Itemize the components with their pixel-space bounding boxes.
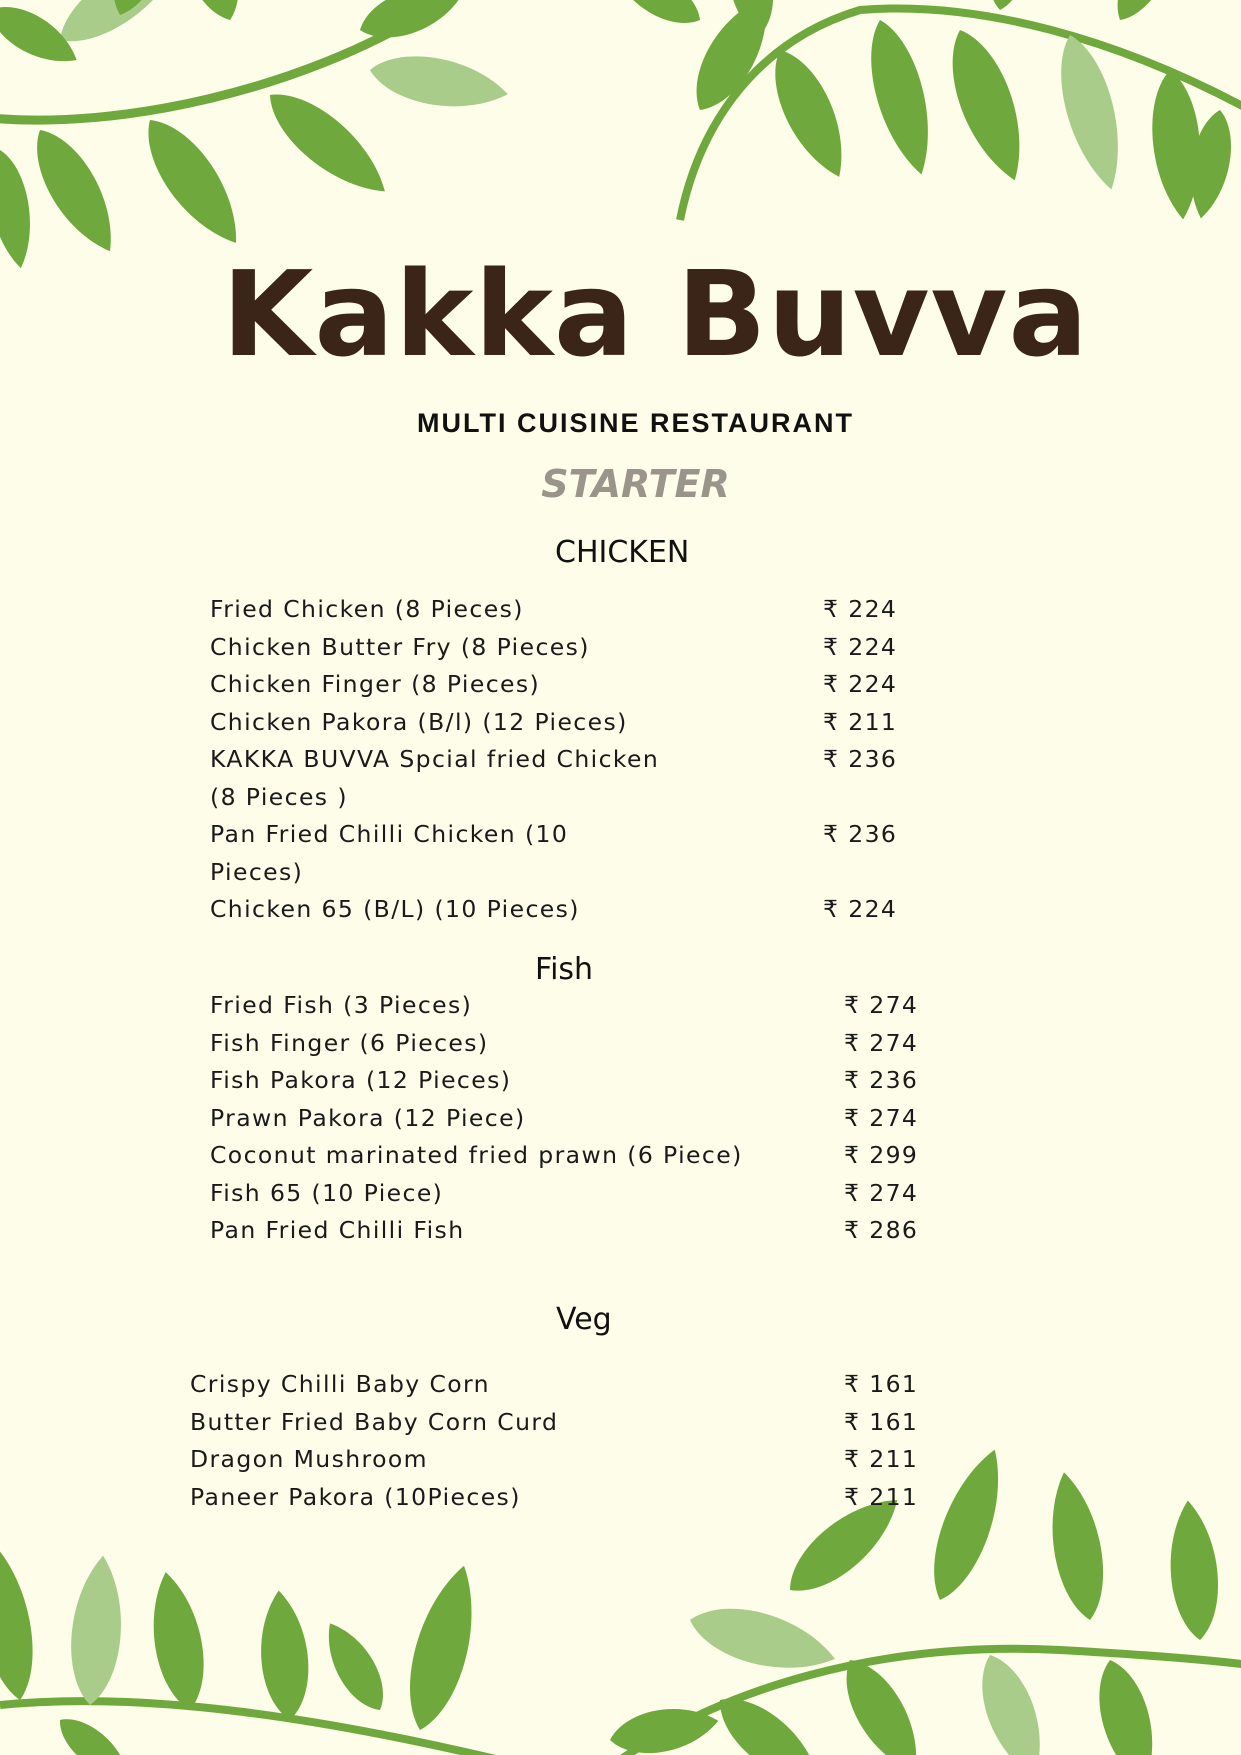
restaurant-name: Kakka Buvva <box>221 245 1090 383</box>
menu-item-price: ₹ 211 <box>844 1445 919 1473</box>
menu-item-name: Chicken Pakora (B/l) (12 Pieces) <box>210 707 628 736</box>
menu-item-name: Crispy Chilli Baby Corn <box>190 1370 490 1398</box>
menu-item-price: ₹ 236 <box>823 820 898 848</box>
menu-item-name: Prawn Pakora (12 Piece) <box>210 1103 526 1132</box>
menu-item-price: ₹ 211 <box>844 1482 919 1511</box>
menu-item-price: ₹ 274 <box>844 1103 919 1132</box>
category-heading-chicken: CHICKEN <box>555 535 690 570</box>
menu-item-price: ₹ 274 <box>844 1028 919 1057</box>
menu-item <box>190 1441 930 1479</box>
menu-item-name: Pieces) <box>210 857 304 886</box>
menu-item-name: Fried Chicken (8 Pieces) <box>210 595 524 623</box>
menu-item <box>190 1404 930 1442</box>
menu-item-price: ₹ 286 <box>844 1216 919 1244</box>
restaurant-tagline: MULTI CUISINE RESTAURANT <box>417 408 854 438</box>
menu-item <box>210 1025 930 1063</box>
menu-item-name: Fish Finger (6 Pieces) <box>210 1028 489 1057</box>
menu-item-price: ₹ 224 <box>823 895 898 923</box>
menu-item <box>210 816 910 891</box>
menu-item <box>210 987 930 1025</box>
menu-item-name: Butter Fried Baby Corn Curd <box>190 1407 559 1436</box>
menu-item-price: ₹ 299 <box>844 1141 919 1169</box>
menu-item-price: ₹ 211 <box>823 707 898 736</box>
menu-item-price: ₹ 224 <box>823 670 898 698</box>
menu-item-name: Dragon Mushroom <box>190 1445 428 1473</box>
category-heading-fish: Fish <box>535 952 594 987</box>
menu-item-name: Chicken Butter Fry (8 Pieces) <box>210 632 590 661</box>
menu-item-name: Fried Fish (3 Pieces) <box>210 991 473 1019</box>
menu-item <box>210 1100 930 1138</box>
menu-item-name: Coconut marinated fried prawn (6 Piece) <box>210 1141 743 1169</box>
menu-item <box>210 704 910 742</box>
menu-item-name: Fish Pakora (12 Pieces) <box>210 1066 512 1094</box>
menu-item-price: ₹ 236 <box>844 1066 919 1094</box>
menu-item <box>210 1137 930 1175</box>
menu-list-chicken <box>210 591 910 929</box>
menu-item <box>210 666 910 704</box>
menu-item <box>210 591 910 629</box>
section-title: STARTER <box>541 462 730 506</box>
menu-item <box>190 1479 930 1517</box>
menu-list-fish <box>210 987 930 1250</box>
category-heading-veg: Veg <box>556 1302 612 1337</box>
menu-item-price: ₹ 274 <box>844 991 919 1019</box>
menu-item-name: Chicken Finger (8 Pieces) <box>210 670 541 698</box>
leaf-cluster-top-right <box>604 0 1241 222</box>
menu-list-veg <box>190 1366 930 1516</box>
menu-item <box>210 1212 930 1250</box>
menu-item <box>210 1062 930 1100</box>
menu-item <box>210 891 910 929</box>
menu-item <box>210 629 910 667</box>
menu-item-name: (8 Pieces ) <box>210 782 348 811</box>
menu-item-name: Fish 65 (10 Piece) <box>210 1178 444 1207</box>
menu-item-name: Pan Fried Chilli Fish <box>210 1216 465 1244</box>
menu-item <box>210 1175 930 1213</box>
menu-item <box>210 741 910 816</box>
leaf-cluster-bottom-left <box>0 1538 500 1755</box>
menu-item-name: Chicken 65 (B/L) (10 Pieces) <box>210 895 580 923</box>
menu-item-price: ₹ 224 <box>823 595 898 623</box>
menu-item-price: ₹ 161 <box>844 1407 919 1436</box>
menu-item-price: ₹ 274 <box>844 1178 919 1207</box>
menu-item-price: ₹ 236 <box>823 745 898 773</box>
menu-item-name: Paneer Pakora (10Pieces) <box>190 1482 521 1511</box>
menu-item-price: ₹ 224 <box>823 632 898 661</box>
menu-item <box>190 1366 930 1404</box>
menu-item-price: ₹ 161 <box>844 1370 919 1398</box>
menu-item-name: Pan Fried Chilli Chicken (10 <box>210 820 569 848</box>
leaf-cluster-top-left <box>0 0 512 271</box>
menu-item-name: KAKKA BUVVA Spcial fried Chicken <box>210 745 660 773</box>
